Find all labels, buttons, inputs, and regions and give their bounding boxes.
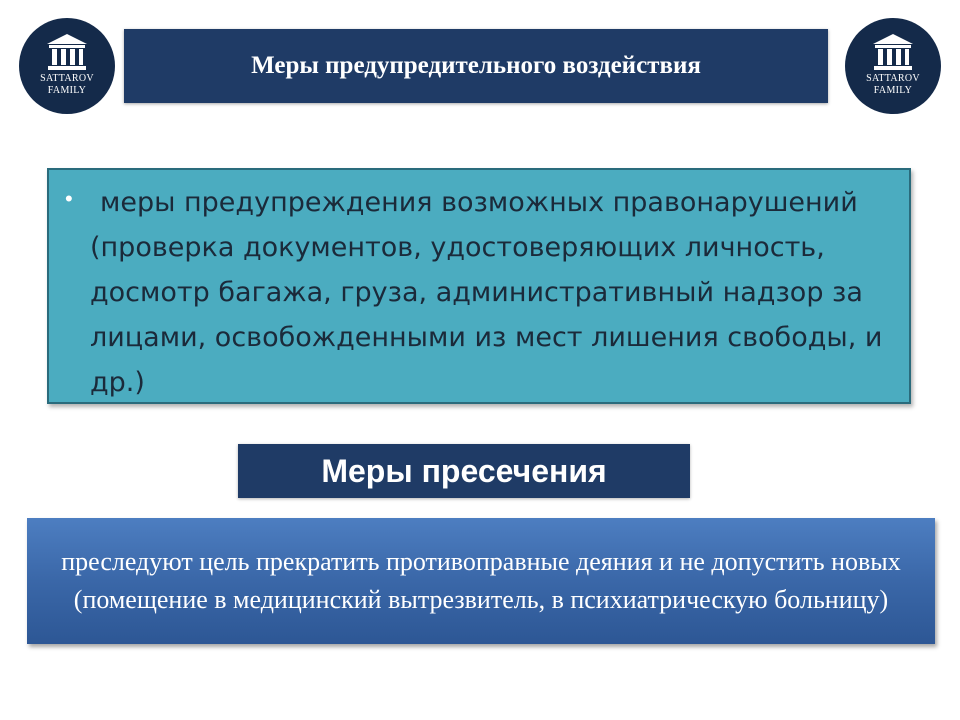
- prevention-box: [47, 168, 911, 404]
- building-columns-icon: [45, 32, 89, 72]
- logo-right: [845, 18, 941, 114]
- bullet-marker: •: [65, 186, 73, 211]
- logo-text-line2: FAMILY: [47, 85, 87, 96]
- logo-text-line1: SATTAROV: [866, 73, 920, 84]
- suppression-box: [27, 518, 935, 644]
- building-columns-icon: [871, 32, 915, 72]
- logo-left: [19, 18, 115, 114]
- suppression-header: [238, 444, 690, 498]
- logo-text-line1: SATTAROV: [40, 73, 94, 84]
- prevention-text: меры предупреждения возможных правонарушений (проверка документов, удостоверяющих личность, досмотр багажа, груза, административный надзор за лицами, освобожденными из мест лишения свободы, и др.): [90, 187, 883, 398]
- suppression-text: преследуют цель прекратить противоправные деяния и не допустить новых (помещение в медицинский вытрезвитель, в психиатрическую больницу): [61, 547, 901, 614]
- title-bar: [124, 29, 828, 103]
- logo-text-line2: FAMILY: [873, 85, 913, 96]
- page-title: Меры предупредительного воздействия: [251, 52, 701, 79]
- suppression-header-label: Меры пресечения: [321, 452, 607, 489]
